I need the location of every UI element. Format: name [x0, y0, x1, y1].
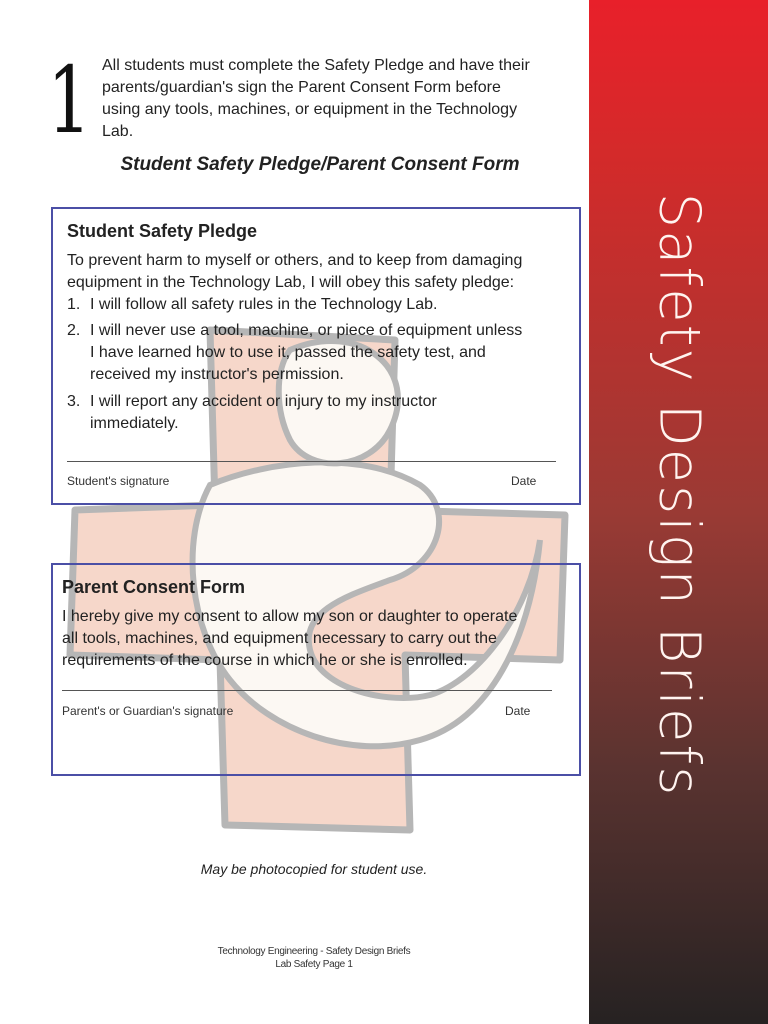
pledge-item	[67, 294, 567, 316]
pledge-item-line: received my instructor's permission.	[90, 366, 344, 383]
consent-line: I hereby give my consent to allow my son or daughter to operate	[62, 608, 518, 625]
step-number: 1	[47, 47, 92, 154]
parent-date-label: Date	[505, 704, 531, 718]
student-signature-label: Student's signature	[67, 474, 170, 488]
page-footer	[150, 945, 478, 971]
student-signature-line[interactable]	[67, 461, 556, 462]
sidebar-title-text: Safety Design Briefs	[646, 192, 712, 798]
pledge-item-line: I have learned how to use it, passed the safety test, and	[90, 344, 486, 361]
consent-line: requirements of the course in which he or she is enrolled.	[62, 652, 468, 669]
footer-line: Technology Engineering - Safety Design Briefs	[217, 946, 411, 957]
parent-signature-line[interactable]	[62, 690, 552, 691]
intro-paragraph	[102, 55, 582, 143]
pledge-item-line: I will never use a tool, machine, or piece of equipment unless	[90, 322, 523, 339]
consent-title: Parent Consent Form	[62, 577, 246, 597]
intro-line: using any tools, machines, or equipment in the Technology	[102, 101, 518, 118]
pledge-item-number: 2.	[67, 322, 81, 339]
student-date-label: Date	[511, 474, 537, 488]
intro-line: Lab.	[102, 123, 134, 140]
pledge-item-line: I will follow all safety rules in the Technology Lab.	[90, 296, 438, 313]
intro-line: All students must complete the Safety Pledge and have their	[102, 57, 530, 74]
pledge-intro-line: equipment in the Technology Lab, I will obey this safety pledge:	[67, 274, 515, 291]
pledge-item-text	[90, 391, 437, 435]
pledge-intro	[67, 250, 567, 294]
consent-line: all tools, machines, and equipment necessary to carry out the	[62, 630, 497, 647]
photocopy-note: May be photocopied for student use.	[200, 861, 428, 877]
pledge-title: Student Safety Pledge	[67, 221, 258, 241]
sidebar-banner	[589, 0, 768, 1024]
sidebar-title	[589, 0, 768, 1024]
pledge-item-text	[90, 320, 522, 386]
pledge-item	[67, 320, 567, 386]
pledge-item-line: I will report any accident or injury to my instructor	[90, 393, 437, 410]
parent-signature-label: Parent's or Guardian's signature	[62, 704, 234, 718]
footer-line: Lab Safety Page 1	[275, 959, 353, 970]
pledge-item-line: immediately.	[90, 415, 179, 432]
pledge-item-number: 3.	[67, 393, 81, 410]
pledge-item	[67, 391, 567, 435]
pledge-item-text	[90, 294, 437, 316]
consent-text	[62, 606, 572, 672]
form-heading: Student Safety Pledge/Parent Consent Form	[120, 154, 520, 175]
intro-line: parents/guardian's sign the Parent Consent Form before	[102, 79, 501, 96]
pledge-intro-line: To prevent harm to myself or others, and to keep from damaging	[67, 252, 523, 269]
pledge-item-number: 1.	[67, 296, 81, 313]
